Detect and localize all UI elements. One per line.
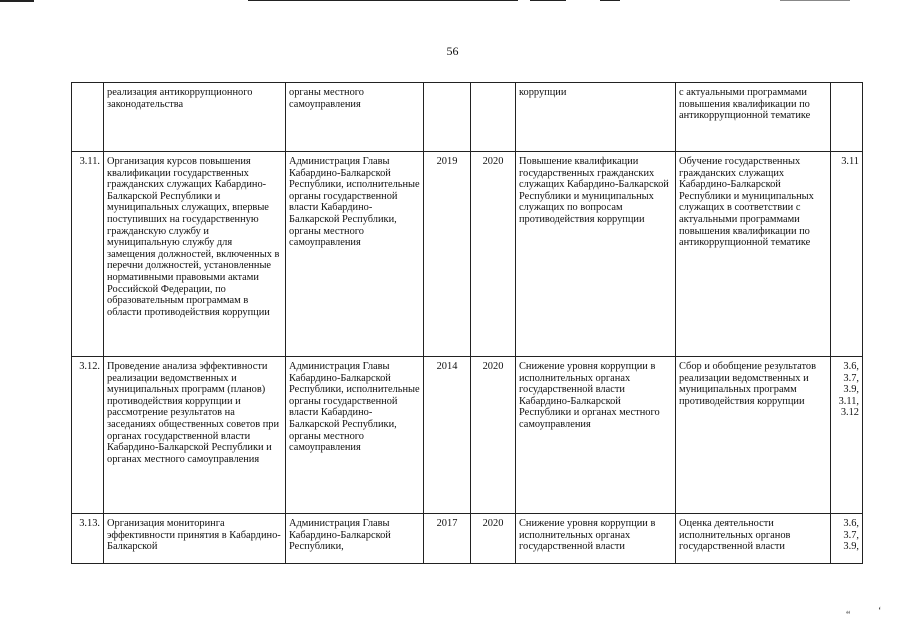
executors-cell: Администрация Главы Кабардино-Балкарской Республики, исполнительные органы государственной власти Кабардино-Балкарской Республики, органы местного самоуправления: [286, 357, 424, 514]
measure-cell: реализация антикоррупционного законодательства: [104, 83, 286, 152]
indicator-cell: Сбор и обобщение результатов реализации ведомственных и муниципальных программ противодействия коррупции: [676, 357, 831, 514]
table-row: [72, 83, 863, 152]
result-cell: Снижение уровня коррупции в исполнительных органах государственной власти: [516, 514, 676, 564]
row-number: 3.12.: [72, 357, 104, 514]
indicator-cell: Обучение государственных гражданских служащих Кабардино-Балкарской Республики и муниципальных служащих в соответствии с актуальными программами повышения квалификации по антикоррупционной тематике: [676, 152, 831, 357]
scan-mark: [248, 0, 518, 1]
executors-cell: Администрация Главы Кабардино-Балкарской Республики, исполнительные органы государственной власти Кабардино-Балкарской Республики, органы местного самоуправления: [286, 152, 424, 357]
scan-speck: ‘: [878, 606, 882, 617]
start-year-cell: 2017: [424, 514, 471, 564]
measure-cell: Проведение анализа эффективности реализации ведомственных и муниципальных программ (планов) противодействия коррупции и рассмотрение результатов на заседаниях общественных советов при органах государственной власти Кабардино-Балкарской Республики и органах местного самоуправления: [104, 357, 286, 514]
result-cell: Снижение уровня коррупции в исполнительных органах государственной власти Кабардино-Балкарской Республики и органах местного самоуправления: [516, 357, 676, 514]
executors-cell: Администрация Главы Кабардино-Балкарской Республики,: [286, 514, 424, 564]
row-number: 3.13.: [72, 514, 104, 564]
indicator-cell: Оценка деятельности исполнительных органов государственной власти: [676, 514, 831, 564]
measure-cell: Организация мониторинга эффективности принятия в Кабардино-Балкарской: [104, 514, 286, 564]
measures-table: [71, 82, 863, 564]
indicator-cell: с актуальными программами повышения квалификации по антикоррупционной тематике: [676, 83, 831, 152]
scan-mark: [0, 0, 34, 2]
page-number: 56: [446, 44, 459, 58]
reference-cell: 3.11: [831, 152, 863, 357]
end-year-cell: 2020: [471, 357, 516, 514]
reference-cell: 3.6, 3.7, 3.9, 3.11, 3.12: [831, 357, 863, 514]
result-cell: коррупции: [516, 83, 676, 152]
scan-mark: [600, 0, 620, 1]
start-year-cell: [424, 83, 471, 152]
reference-cell: [831, 83, 863, 152]
executors-cell: органы местного самоуправления: [286, 83, 424, 152]
scan-mark: [780, 0, 850, 1]
measure-cell: Организация курсов повышения квалификации государственных гражданских служащих Кабардино-Балкарской Республики и муниципальных служащих, впервые поступивших на государственную гражданскую службу и муниципальную службу для замещения должностей, включенных в перечни должностей, установленные нормативными правовыми актами Российской Федерации, по образовательным программам в области противодействия коррупции: [104, 152, 286, 357]
table-row: [72, 514, 863, 564]
result-cell: Повышение квалификации государственных гражданских служащих Кабардино-Балкарской Республики и муниципальных служащих по вопросам противодействия коррупции: [516, 152, 676, 357]
table-row: [72, 357, 863, 514]
scan-speck: “: [846, 610, 851, 621]
end-year-cell: [471, 83, 516, 152]
row-number: 3.11.: [72, 152, 104, 357]
end-year-cell: 2020: [471, 514, 516, 564]
scan-mark: [530, 0, 566, 1]
start-year-cell: 2014: [424, 357, 471, 514]
end-year-cell: 2020: [471, 152, 516, 357]
row-number: [72, 83, 104, 152]
start-year-cell: 2019: [424, 152, 471, 357]
reference-cell: 3.6, 3.7, 3.9,: [831, 514, 863, 564]
table-row: [72, 152, 863, 357]
